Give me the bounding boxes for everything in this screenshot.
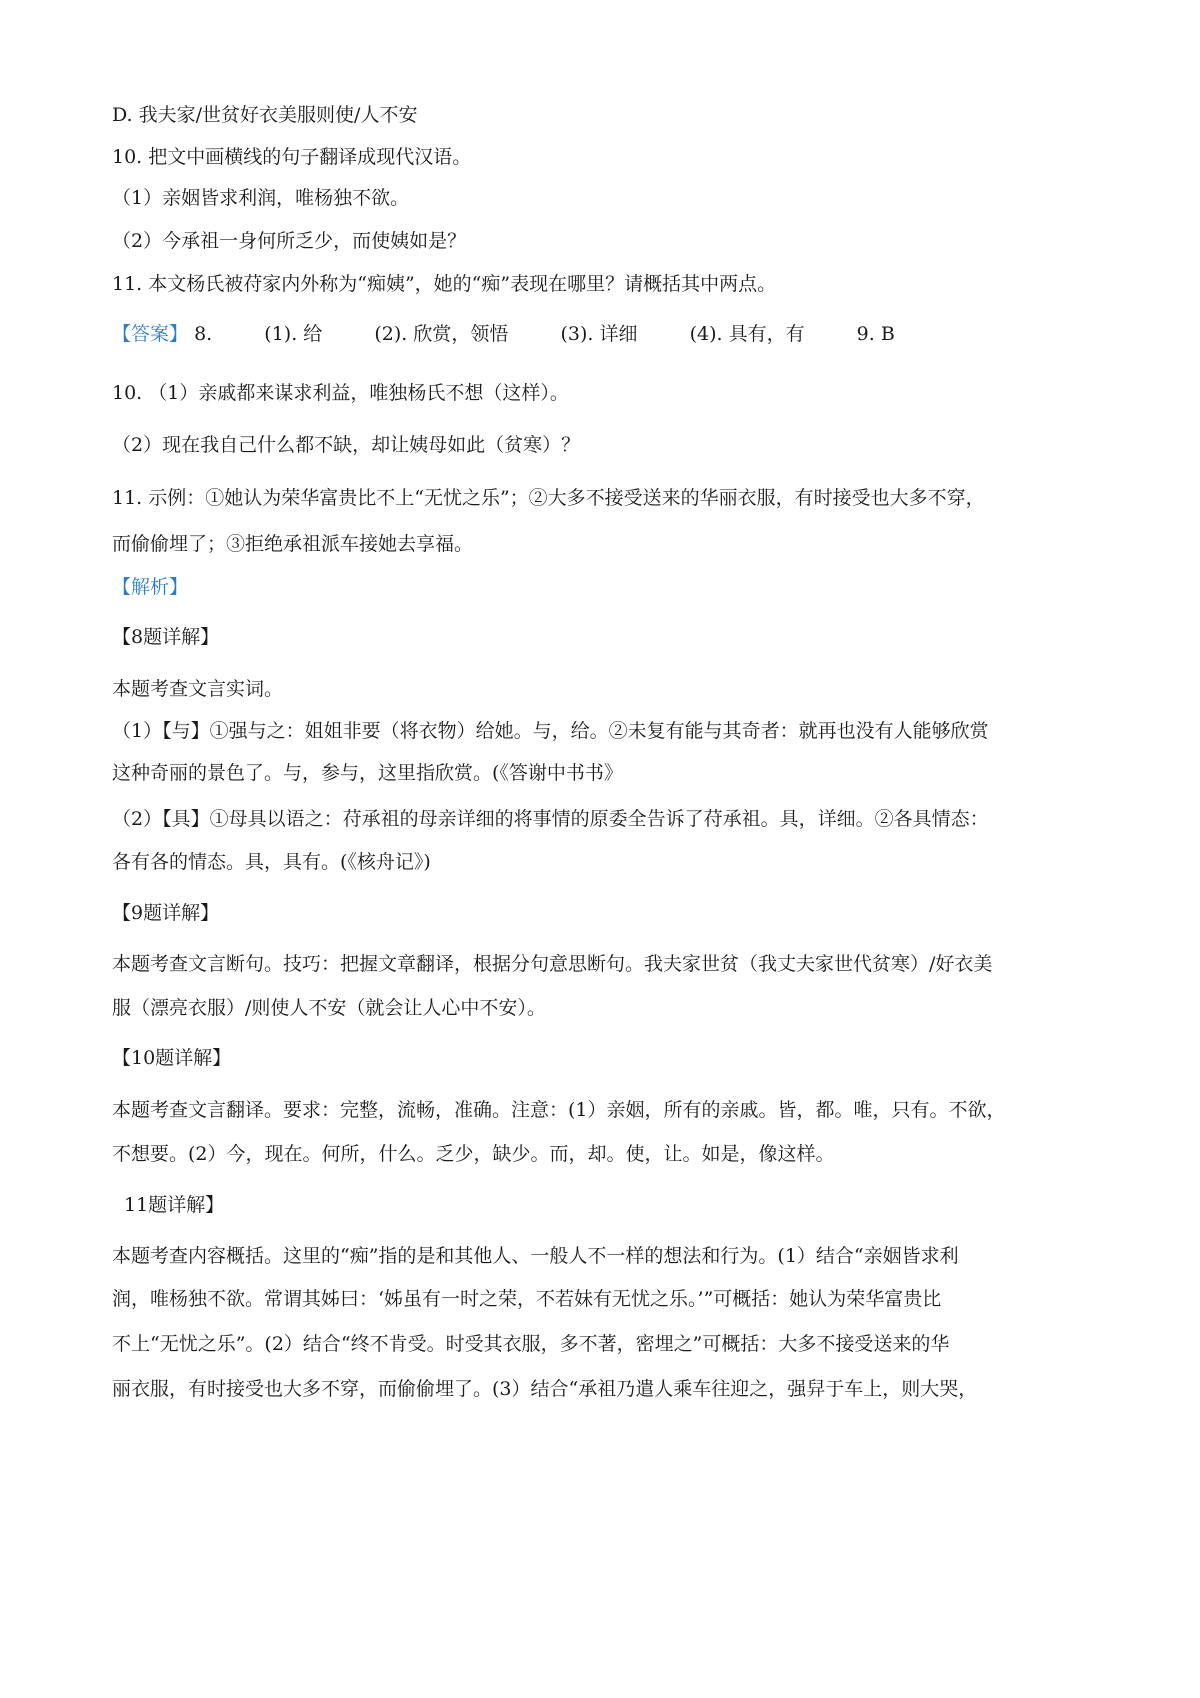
answer-q8-part: (3). 详细 xyxy=(560,323,638,345)
question-10-item-1: （1）亲姻皆求利润，唯杨独不欲。 xyxy=(112,187,410,209)
q8-detail-line: （2）【具】①母具以语之：苻承祖的母亲详细的将事情的原委全告诉了苻承祖。具，详细。②各具情态： xyxy=(112,808,989,830)
q9-detail-line: 服（漂亮衣服）/则使人不安（就会让人心中不安）。 xyxy=(112,997,546,1019)
analysis-label: 【解析】 xyxy=(112,576,189,598)
answer-q10-line: 10. （1）亲戚都来谋求利益，唯独杨氏不想（这样）。 xyxy=(112,382,569,404)
q10-detail-line: 不想要。(2）今，现在。何所，什么。乏少，缺少。而，却。使，让。如是，像这样。 xyxy=(112,1143,835,1165)
answer-q8-part: (4). 具有，有 xyxy=(689,323,805,345)
q11-detail-line: 本题考查内容概括。这里的“痴”指的是和其他人、一般人不一样的想法和行为。(1）结合“亲姻皆求利 xyxy=(112,1245,959,1267)
answer-q8-q9-row xyxy=(112,321,895,347)
q10-detail-heading: 【10题详解】 xyxy=(112,1047,232,1069)
q8-detail-line: 这种奇丽的景色了。与，参与，这里指欣赏。(《答谢中书书》 xyxy=(112,762,623,784)
answer-label: 【答案】 xyxy=(112,323,189,345)
q10-detail-line: 本题考查文言翻译。要求：完整，流畅，准确。注意：(1）亲姻，所有的亲戚。皆，都。唯，只有。不欲， xyxy=(112,1099,1006,1121)
question-11-stem: 11. 本文杨氏被苻家内外称为“痴姨”，她的“痴”表现在哪里？请概括其中两点。 xyxy=(112,273,777,295)
answer-q10-line: （2）现在我自己什么都不缺，却让姨母如此（贫寒）？ xyxy=(112,434,581,456)
q11-detail-heading: 11题详解】 xyxy=(124,1194,225,1216)
q11-detail-line: 润，唯杨独不欲。常谓其姊曰：‘姊虽有一时之荣，不若妹有无忧之乐。’”可概括：她认为荣华富贵比 xyxy=(112,1288,942,1310)
q8-detail-line: 本题考查文言实词。 xyxy=(112,678,284,700)
answer-q11-line: 11. 示例：①她认为荣华富贵比不上“无忧之乐”；②大多不接受送来的华丽衣服，有时接受也大多不穿， xyxy=(112,487,985,509)
question-10-item-2: （2）今承祖一身何所乏少，而使姨如是？ xyxy=(112,230,467,252)
answer-q9: 9. B xyxy=(856,323,895,345)
option-d: D. 我夫家/世贫好衣美服则使/人不安 xyxy=(112,104,418,126)
q11-detail-line: 丽衣服，有时接受也大多不穿，而偷偷埋了。(3）结合“承祖乃遣人乘车往迎之，强舁于车上，则大哭， xyxy=(112,1378,978,1400)
answer-q8-number: 8. xyxy=(194,323,213,345)
answer-q8-part: (2). 欣赏，领悟 xyxy=(374,323,509,345)
q8-detail-heading: 【8题详解】 xyxy=(112,626,220,648)
question-10-stem: 10. 把文中画横线的句子翻译成现代汉语。 xyxy=(112,146,472,168)
answer-q8-part: (1). 给 xyxy=(264,323,323,345)
q8-detail-line: （1）【与】①强与之：姐姐非要（将衣物）给她。与，给。②未复有能与其奇者：就再也没有人能够欣赏 xyxy=(112,720,989,742)
q11-detail-line: 不上“无忧之乐”。(2）结合“终不肯受。时受其衣服，多不著，密埋之”可概括：大多不接受送来的华 xyxy=(112,1333,950,1355)
q8-detail-line: 各有各的情态。具，具有。(《核舟记》) xyxy=(112,851,431,873)
q9-detail-line: 本题考查文言断句。技巧：把握文章翻译，根据分句意思断句。我夫家世贫（我丈夫家世代贫寒）/好衣美 xyxy=(112,953,993,975)
q9-detail-heading: 【9题详解】 xyxy=(112,902,220,924)
answer-q11-line: 而偷偷埋了；③拒绝承祖派车接她去享福。 xyxy=(112,533,474,555)
